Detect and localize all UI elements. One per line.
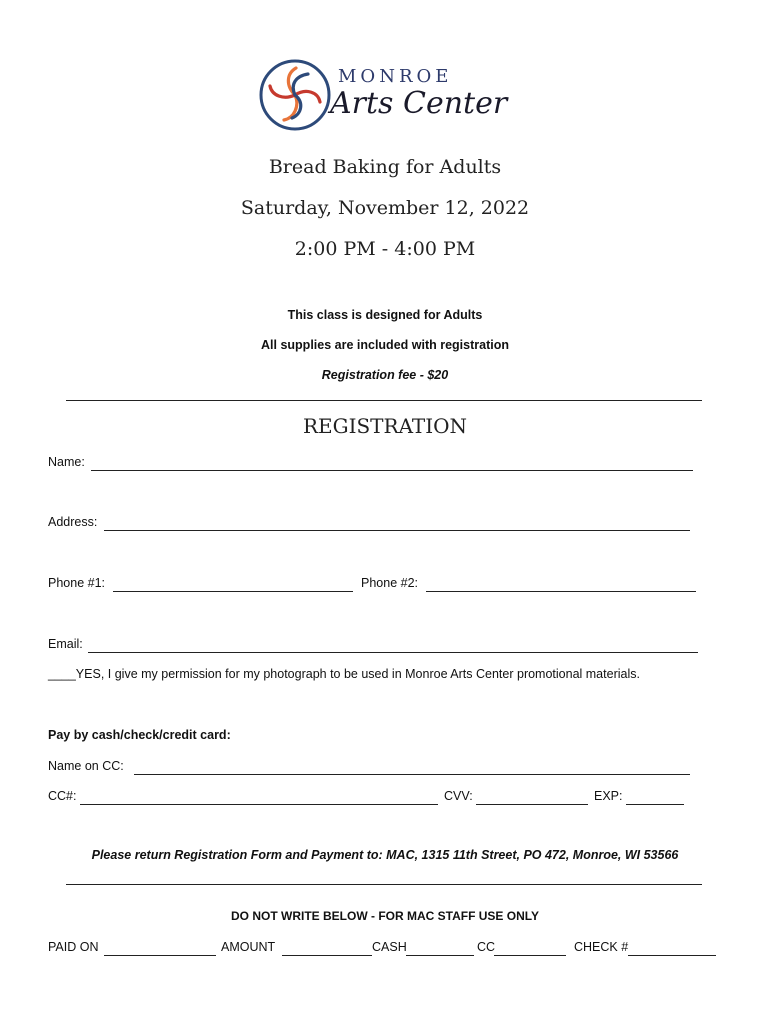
paid-on-label: PAID ON <box>48 940 99 954</box>
cash-field[interactable] <box>406 955 474 956</box>
name-label: Name: <box>48 455 85 469</box>
info-fee: Registration fee - $20 <box>321 368 449 382</box>
paid-on-field[interactable] <box>104 955 216 956</box>
info-supplies: All supplies are included with registration <box>261 338 509 352</box>
registration-heading: REGISTRATION <box>302 414 468 438</box>
divider-bottom <box>66 884 702 885</box>
logo-name-bottom: Arts Center <box>330 86 508 121</box>
pinwheel-logo-icon <box>256 56 334 134</box>
return-instructions: Please return Registration Form and Payment to: MAC, 1315 11th Street, PO 472, Monroe, WI 53566 <box>91 848 679 862</box>
cvv-field[interactable] <box>476 804 588 805</box>
cc-number-field[interactable] <box>80 804 438 805</box>
logo-name-top: MONROE <box>338 66 453 87</box>
staff-cc-field[interactable] <box>494 955 566 956</box>
phone2-label: Phone #2: <box>361 576 418 590</box>
check-label: CHECK # <box>574 940 629 954</box>
cash-label: CASH <box>372 940 407 954</box>
cvv-label: CVV: <box>444 789 473 803</box>
phone1-field[interactable] <box>113 591 353 592</box>
check-field[interactable] <box>628 955 716 956</box>
event-time: 2:00 PM - 4:00 PM <box>294 238 476 260</box>
phone2-field[interactable] <box>426 591 696 592</box>
amount-field[interactable] <box>282 955 372 956</box>
payment-heading: Pay by cash/check/credit card: <box>48 728 231 742</box>
cc-number-label: CC#: <box>48 789 77 803</box>
info-audience: This class is designed for Adults <box>287 308 483 322</box>
exp-field[interactable] <box>626 804 684 805</box>
staff-heading: DO NOT WRITE BELOW - FOR MAC STAFF USE ONLY <box>231 909 539 923</box>
name-on-cc-field[interactable] <box>134 774 690 775</box>
address-label: Address: <box>48 515 98 529</box>
monroe-arts-center-logo <box>256 56 508 136</box>
phone1-label: Phone #1: <box>48 576 105 590</box>
email-label: Email: <box>48 637 83 651</box>
event-date: Saturday, November 12, 2022 <box>240 197 530 219</box>
photo-permission-text[interactable]: ____YES, I give my permission for my photograph to be used in Monroe Arts Center promotional materials. <box>48 667 640 681</box>
staff-cc-label: CC <box>477 940 496 954</box>
event-title: Bread Baking for Adults <box>268 156 502 178</box>
name-field[interactable] <box>91 470 693 471</box>
amount-label: AMOUNT <box>221 940 276 954</box>
name-on-cc-label: Name on CC: <box>48 759 124 773</box>
divider-top <box>66 400 702 401</box>
address-field[interactable] <box>104 530 690 531</box>
exp-label: EXP: <box>594 789 623 803</box>
email-field[interactable] <box>88 652 698 653</box>
